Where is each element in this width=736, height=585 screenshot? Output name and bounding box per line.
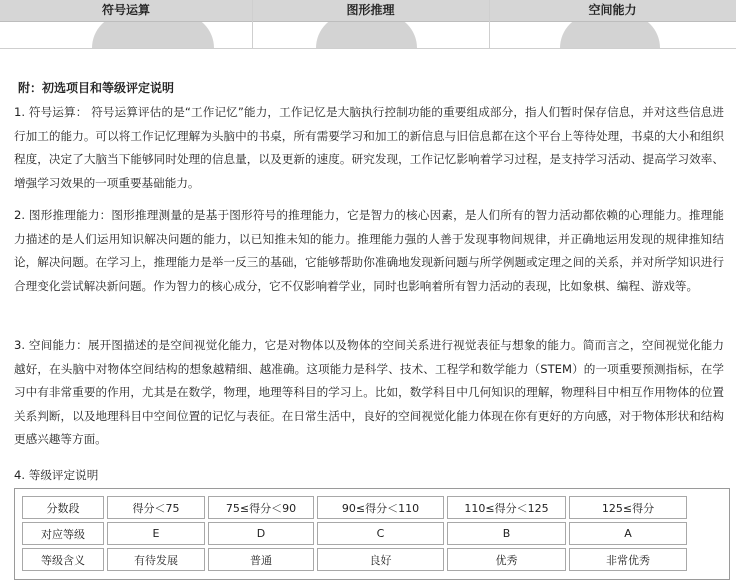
table-cell: 普通 [208, 548, 314, 571]
header-spatial-ability: 空间能力 [588, 3, 637, 17]
table-cell: 110≤得分＜125 [447, 496, 566, 519]
row-label-score-range: 分数段 [22, 496, 104, 519]
table-cell: C [317, 522, 444, 545]
table-row [22, 522, 687, 545]
table-cell: 75≤得分＜90 [208, 496, 314, 519]
table-row [22, 548, 687, 571]
table-cell: 有待发展 [107, 548, 205, 571]
note-title: 附：初选项目和等级评定说明 [18, 81, 175, 95]
row-label-grade: 对应等级 [22, 522, 104, 545]
table-cell: D [208, 522, 314, 545]
table-cell: 得分＜75 [107, 496, 205, 519]
header-figure-reasoning: 图形推理 [346, 3, 395, 17]
top-summary-table [0, 0, 736, 49]
table-row [22, 496, 687, 519]
table-cell: B [447, 522, 566, 545]
table-cell: 125≤得分 [569, 496, 687, 519]
header-symbol-operation: 符号运算 [101, 3, 150, 17]
section-grade-title: 4. 等级评定说明 [14, 468, 99, 482]
table-cell: 90≤得分＜110 [317, 496, 444, 519]
table-cell: 良好 [317, 548, 444, 571]
paragraph-symbol-operation: 1. 符号运算： 符号运算评估的是“工作记忆”能力，工作记忆是大脑执行控制功能的重要组成部分，指人们暂时保存信息，并对这些信息进行加工的能力。可以将工作记忆理解为头脑中的书桌，所有需要学习和加工的新信息与旧信息都在这个平台上等待处理，书桌的大小和组织程度，决定了大脑当下能够同时处理的信息量，以及更新的速度。研究发现，工作记忆影响着学习过程，是支持学习活动、提高学习效率、增强学习效果的一项重要基础能力。 [14, 105, 724, 190]
table-cell: A [569, 522, 687, 545]
table-cell: 非常优秀 [569, 548, 687, 571]
table-cell: 优秀 [447, 548, 566, 571]
paragraph-spatial-ability: 3. 空间能力：展开图描述的是空间视觉化能力，它是对物体以及物体的空间关系进行视觉表征与想象的能力。简而言之，空间视觉化能力越好，在头脑中对物体空间结构的想象越精细、越准确。这项能力是科学、技术、工程学和数学能力（STEM）的一项重要预测指标，在学习中有非常重要的作用，尤其是在数学，物理，地理等科目的学习上。比如，数学科目中几何知识的理解，物理科目中相互作用物体的位置关系判断，以及地理科目中空间位置的记忆与表征。在日常生活中，良好的空间视觉化能力体现在你有更好的方向感，对于物体形状和结构更感兴趣等方面。 [14, 338, 724, 447]
row-label-grade-meaning: 等级含义 [22, 548, 104, 571]
grade-table [19, 493, 690, 574]
paragraph-figure-reasoning: 2. 图形推理能力：图形推理测量的是基于图形符号的推理能力，它是智力的核心因素，是人们所有的智力活动都依赖的心理能力。推理能力描述的是人们运用知识解决问题的能力，以已知推未知的能力。推理能力强的人善于发现事物间规律，并正确地运用发现的规律推知结论，解决问题。在学习上，推理能力是举一反三的基础，它能够帮助你准确地发现新问题与所学例题或定理之间的关系，并对所学知识进行合理变化尝试解决新问题。作为智力的核心成分，它不仅影响着学业，同时也影响着所有智力活动的表现，比如象棋、编程、游戏等。 [14, 208, 724, 293]
top-table-divider [489, 0, 490, 48]
table-cell: E [107, 522, 205, 545]
top-table-divider [252, 0, 253, 48]
grade-table-frame [14, 488, 730, 580]
